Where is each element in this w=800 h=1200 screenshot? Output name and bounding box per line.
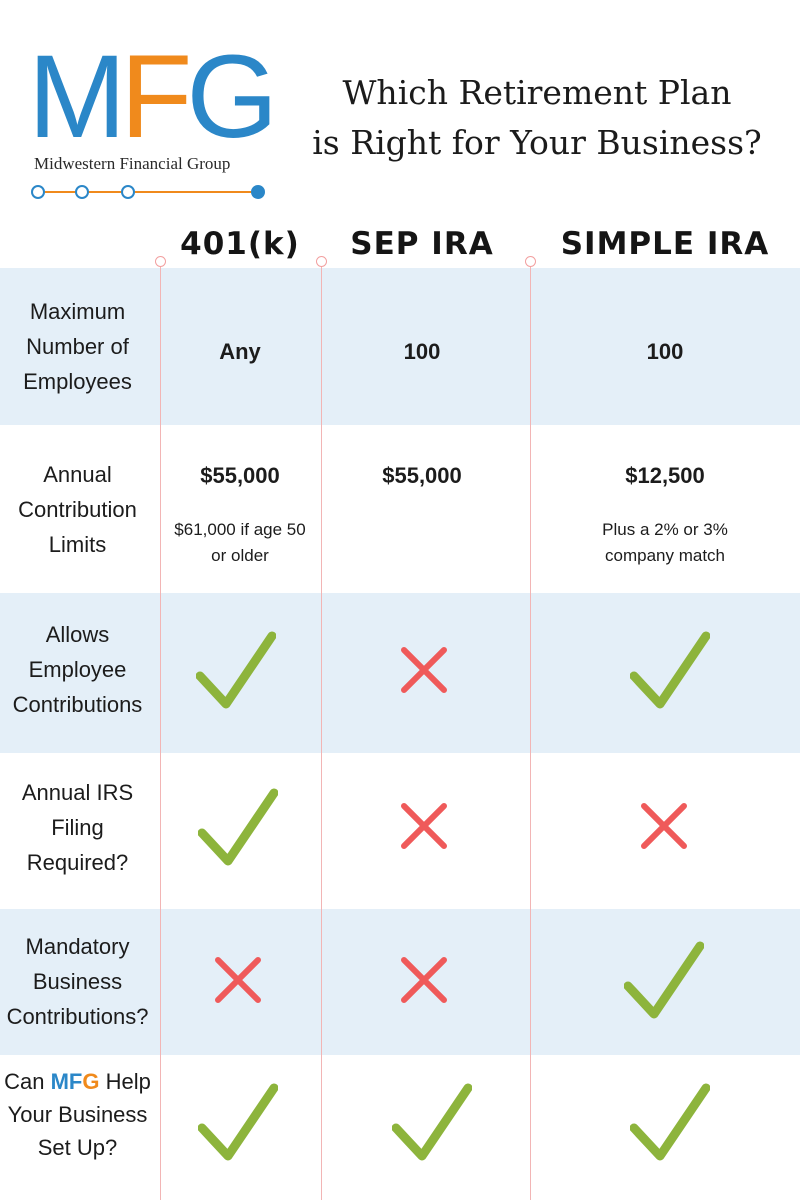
mfg-logo [28, 31, 278, 202]
cell-401k: Any [219, 339, 261, 364]
column-divider [530, 262, 531, 1200]
check-icon [392, 1082, 472, 1162]
cell-sep-ira: 100 [403, 339, 441, 364]
page-title [282, 68, 792, 168]
logo-subtitle: Midwestern Financial Group [34, 154, 231, 173]
logo-letters: MFG [28, 31, 273, 163]
check-icon [630, 1082, 710, 1162]
row-label: Can MFG Help Your Business Set Up? [4, 1069, 151, 1160]
cell-401k-value: $55,000 [200, 463, 280, 488]
row-label: Mandatory Business Contributions? [6, 934, 149, 1029]
logo-timeline-graphic [28, 182, 268, 202]
column-divider [160, 262, 161, 1200]
row-label: Maximum Number of Employees [23, 299, 132, 394]
row-max-employees [0, 268, 800, 425]
cell-sep-ira-value: $55,000 [382, 463, 462, 488]
column-header-401k: 401(k) [180, 226, 300, 262]
mfg-inline-blue: MF [50, 1069, 83, 1094]
check-icon [624, 940, 704, 1020]
cell-simple-ira-value: $12,500 [625, 463, 705, 488]
check-icon [198, 787, 278, 867]
divider-dot [155, 256, 166, 267]
cross-icon [398, 800, 450, 852]
cross-icon [398, 954, 450, 1006]
divider-dot [316, 256, 327, 267]
cross-icon [398, 644, 450, 696]
row-label: Annual IRS Filing Required? [21, 780, 134, 875]
cross-icon [212, 954, 264, 1006]
cell-simple-ira: 100 [646, 339, 684, 364]
column-divider [321, 262, 322, 1200]
column-header-sep-ira: SEP IRA [350, 226, 494, 262]
check-icon [196, 630, 276, 710]
mfg-inline-orange: G [82, 1069, 100, 1094]
row-label: Allows Employee Contributions [12, 622, 143, 717]
check-icon [198, 1082, 278, 1162]
check-icon [630, 630, 710, 710]
row-label: Annual Contribution Limits [18, 462, 137, 557]
cell-401k-note: $61,000 if age 50 or older [174, 520, 306, 565]
title-line-1: Which Retirement Plan [342, 73, 732, 112]
divider-dot [525, 256, 536, 267]
column-header-simple-ira: SIMPLE IRA [560, 226, 770, 262]
row-contribution-limits [0, 425, 800, 593]
cell-simple-ira-note: Plus a 2% or 3% company match [602, 520, 728, 565]
title-line-2: is Right for Your Business? [312, 123, 762, 162]
cross-icon [638, 800, 690, 852]
